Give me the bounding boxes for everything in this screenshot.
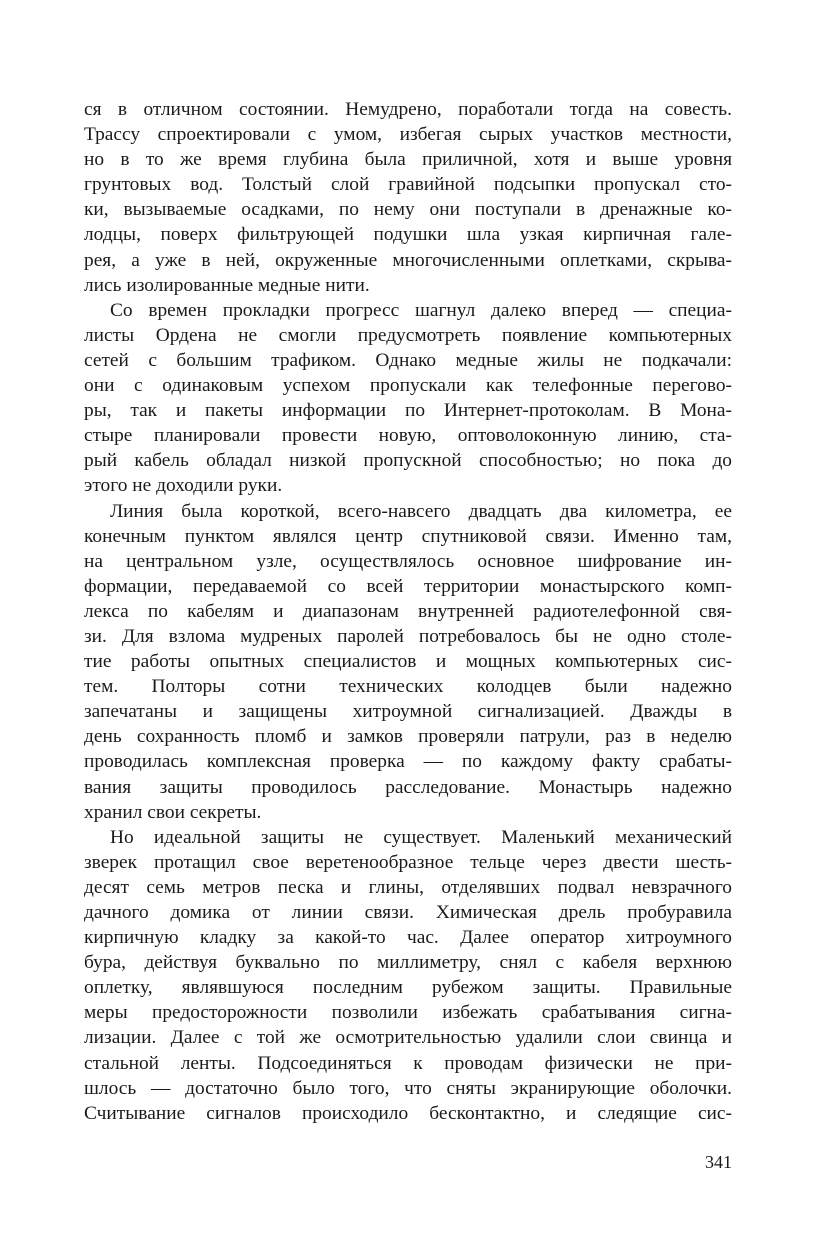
text-line: Но идеальной защиты не существует. Маленький механический [110, 826, 732, 848]
paragraph [84, 97, 732, 298]
text-line: этого не доходили руки. [84, 475, 283, 497]
text-line: вания защиты проводилось расследование. Монастырь надежно [84, 776, 732, 798]
text-line: оплетку, являвшуюся последним рубежом защиты. Правильные [84, 977, 732, 999]
text-line: рея, а уже в ней, окруженные многочисленными оплетками, скрыва- [84, 249, 732, 271]
body-text [84, 97, 732, 1126]
text-line: лодцы, поверх фильтрующей подушки шла узкая кирпичная гале- [84, 224, 732, 246]
text-line: лизации. Далее с той же осмотрительностью удалили слои свинца и [84, 1027, 732, 1049]
text-line: день сохранность пломб и замков проверяли патрули, раз в неделю [84, 726, 732, 748]
text-line: ки, вызываемые осадками, по нему они поступали в дренажные ко- [84, 199, 732, 221]
text-line: десят семь метров песка и глины, отделявших подвал невзрачного [84, 876, 732, 898]
text-line: Трассу спроектировали с умом, избегая сырых участков местности, [84, 124, 732, 146]
text-line: стыре планировали провести новую, оптоволоконную линию, ста- [84, 425, 732, 447]
text-line: формации, передаваемой со всей территории монастырского комп- [84, 575, 732, 597]
page-number: 341 [705, 1152, 732, 1172]
paragraph [84, 825, 732, 1126]
text-line: Линия была короткой, всего-навсего двадцать два километра, ее [110, 500, 732, 522]
text-line: лекса по кабелям и диапазонам внутренней радиотелефонной свя- [84, 600, 732, 622]
text-line: листы Ордена не смогли предусмотреть появление компьютерных [84, 324, 732, 346]
text-line: зи. Для взлома мудреных паролей потребовалось бы не одно столе- [84, 625, 732, 647]
text-line: ся в отличном состоянии. Немудрено, поработали тогда на совесть. [84, 99, 732, 120]
text-line: Считывание сигналов происходило бесконтактно, и следящие сис- [84, 1102, 732, 1124]
text-line: проводилась комплексная проверка — по каждому факту срабаты- [84, 751, 732, 773]
text-line: но в то же время глубина была приличной, хотя и выше уровня [84, 149, 732, 171]
text-line: на центральном узле, осуществлялось основное шифрование ин- [84, 550, 732, 572]
text-line: конечным пунктом являлся центр спутниковой связи. Именно там, [84, 525, 732, 547]
text-line: бура, действуя буквально по миллиметру, снял с кабеля верхнюю [84, 952, 732, 974]
text-line: кирпичную кладку за какой-то час. Далее оператор хитроумного [84, 927, 732, 949]
text-line: сетей с большим трафиком. Однако медные жилы не подкачали: [84, 349, 732, 371]
text-line: стальной ленты. Подсоединяться к проводам физически не при- [84, 1052, 732, 1074]
text-line: зверек протащил свое веретенообразное тельце через двести шесть- [84, 851, 732, 873]
text-line: тие работы опытных специалистов и мощных компьютерных сис- [84, 651, 732, 673]
text-line: грунтовых вод. Толстый слой гравийной подсыпки пропускал сто- [84, 174, 732, 196]
text-line: ры, так и пакеты информации по Интернет-протоколам. В Мона- [84, 400, 732, 422]
text-line: запечатаны и защищены хитроумной сигнализацией. Дважды в [84, 701, 732, 723]
paragraph [84, 298, 732, 499]
text-line: шлось — достаточно было того, что сняты экранирующие оболочки. [84, 1077, 732, 1099]
text-line: меры предосторожности позволили избежать срабатывания сигна- [84, 1002, 732, 1024]
text-line: тем. Полторы сотни технических колодцев были надежно [84, 676, 732, 698]
text-line: Со времен прокладки прогресс шагнул далеко вперед — специа- [110, 299, 732, 321]
text-line: рый кабель обладал низкой пропускной способностью; но пока до [84, 450, 732, 472]
paragraph [84, 499, 732, 825]
text-line: хранил свои секреты. [84, 801, 262, 823]
text-line: дачного домика от линии связи. Химическая дрель пробуравила [84, 902, 732, 923]
text-line: лись изолированные медные нити. [84, 274, 370, 296]
text-line: они с одинаковым успехом пропускали как телефонные перегово- [84, 375, 732, 397]
